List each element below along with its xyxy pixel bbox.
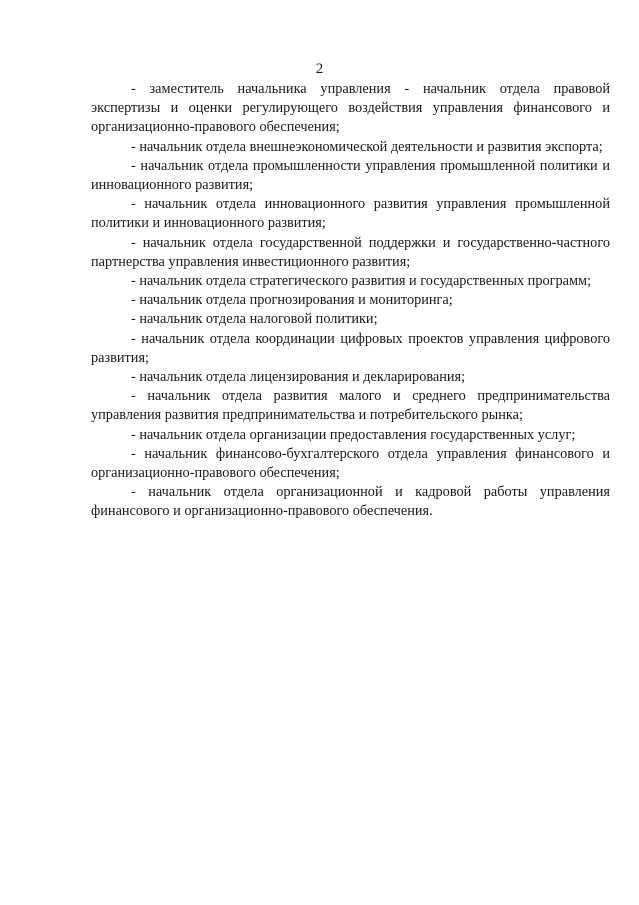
list-item: - начальник отдела организации предоставления государственных услуг;: [131, 426, 576, 443]
page-number: 2: [315, 61, 324, 77]
list-item: - заместитель начальника управления - начальник отдела правовой экспертизы и оценки регулирующего воздействия управления финансового и организационно-правового обеспечения;: [91, 81, 610, 136]
position-list: [91, 80, 610, 522]
list-item: - начальник отдела стратегического развития и государственных программ;: [131, 273, 592, 290]
list-item: - начальник отдела внешнеэкономической деятельности и развития экспорта;: [131, 138, 603, 155]
list-item: - начальник отдела координации цифровых проектов управления цифрового развития;: [91, 330, 610, 366]
list-item: - начальник отдела инновационного развития управления промышленной политики и инновационного развития;: [91, 196, 610, 232]
list-item: - начальник отдела промышленности управления промышленной политики и инновационного развития;: [91, 157, 610, 194]
list-item: - начальник отдела развития малого и среднего предпринимательства управления развития предпринимательства и потребительского рынка;: [91, 388, 610, 424]
list-item: - начальник отдела прогнозирования и мониторинга;: [131, 292, 453, 309]
list-item: - начальник отдела организационной и кадровой работы управления финансового и организационно-правового обеспечения.: [91, 484, 610, 520]
list-item: - начальник отдела налоговой политики;: [131, 311, 378, 328]
list-item: - начальник отдела государственной поддержки и государственно-частного партнерства управления инвестиционного развития;: [91, 234, 610, 270]
list-item: - начальник финансово-бухгалтерского отдела управления финансового и организационно-правового обеспечения;: [91, 445, 610, 482]
list-item: - начальник отдела лицензирования и декларирования;: [131, 369, 466, 386]
